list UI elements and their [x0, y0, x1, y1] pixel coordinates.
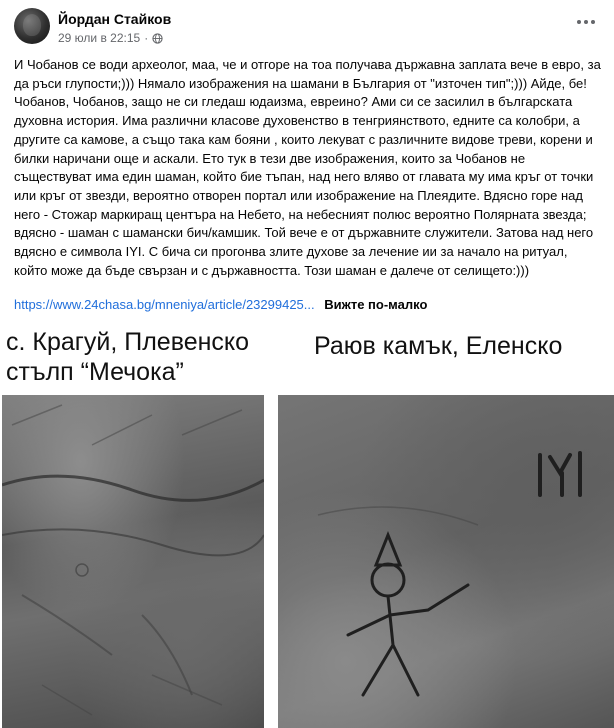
meta-separator: ·	[144, 31, 149, 45]
more-options-button[interactable]	[572, 12, 600, 32]
globe-icon	[152, 33, 163, 44]
more-dot-icon	[577, 20, 581, 24]
post-header	[0, 0, 614, 52]
photo-caption: Раюв камък, Еленско	[314, 332, 563, 360]
post-meta	[58, 31, 163, 45]
stone-relief-image	[2, 395, 264, 728]
post-link-row	[14, 296, 427, 314]
photo-rayuv-stone[interactable]	[274, 323, 614, 728]
photo-kraguy-pillar[interactable]	[0, 323, 270, 728]
author-name[interactable]: Йордан Стайков	[58, 11, 172, 27]
article-link[interactable]: https://www.24chasa.bg/mneniya/article/23299425...	[14, 297, 315, 312]
post-timestamp[interactable]: 29 юли в 22:15	[58, 31, 141, 45]
stone-relief-image	[278, 395, 614, 728]
more-dot-icon	[584, 20, 588, 24]
more-dot-icon	[591, 20, 595, 24]
author-avatar[interactable]	[14, 8, 50, 44]
photo-caption: с. Крагуй, Плевенско стълп “Мечока”	[6, 328, 250, 386]
post-body-text: И Чобанов се води археолог, маа, че и отгоре на тоа получава държавна заплата вече в евро, за да ръси глупости;))) Нямало изображения на шамани в България от "източен тип";))) Айде, бе! Чобанов, Чобанов, защо не си гледаш юдаизма, евреино? Ами си се засилил в българската духовна история. Има различни класове духовенство в тенгриянството, едните са колобри, а другите са камове, а също така кам бояни , които лекуват с различните видове треви, корени и билки наричани още и аскали. Ето тук в тези две изображения, които за Чобанов не съществуват има един шаман, който бие тъпан, над него вляво от главата му има кръг от точки или кръг от звезди, вероятно отворен портал или изображение на Плеядите. Вдясно горе над него - Стожар маркиращ центъра на Небето, на небесният полюс вероятно Полярната звезда; вдясно - шаман с шамански бич/камшик. Той вече е от държавните служители. Затова над него вдясно е символа IYI. С бича си прогонва злите духове за лечение ии за начало на ритуал, който може да бъде свързан и с държавността. Този шаман е далече от селището:)))	[14, 57, 601, 278]
see-less-button[interactable]: Вижте по-малко	[324, 297, 428, 312]
